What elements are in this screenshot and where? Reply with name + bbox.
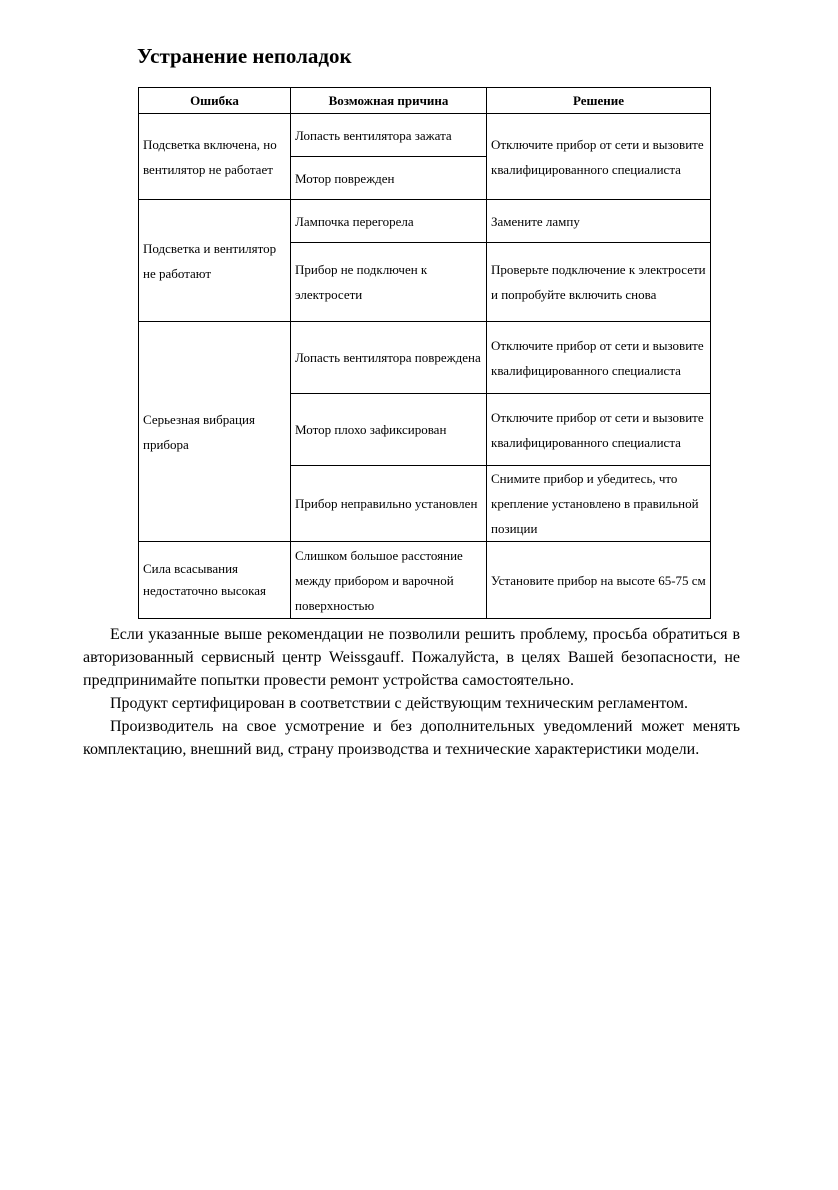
table-row <box>139 542 711 619</box>
paragraph-certification: Продукт сертифицирован в соответствии с действующим техническим регламентом. <box>110 695 688 712</box>
table-row <box>139 200 711 243</box>
error-cell: Серьезная вибрация прибора <box>139 322 291 542</box>
cause-cell: Лопасть вентилятора повреждена <box>291 322 487 394</box>
solution-cell: Установите прибор на высоте 65-75 см <box>487 542 711 619</box>
header-cause: Возможная причина <box>291 88 487 114</box>
cause-cell: Слишком большое расстояние между прибором и варочной поверхностью <box>291 542 487 619</box>
body-text <box>83 623 740 761</box>
solution-cell: Отключите прибор от сети и вызовите квалифицированного специалиста <box>487 322 711 394</box>
error-cell: Подсветка и вентилятор не работают <box>139 200 291 322</box>
solution-cell: Отключите прибор от сети и вызовите квалифицированного специалиста <box>487 114 711 200</box>
table-row <box>139 114 711 157</box>
cause-cell: Мотор плохо зафиксирован <box>291 394 487 466</box>
cause-cell: Лампочка перегорела <box>291 200 487 243</box>
cause-cell: Лопасть вентилятора зажата <box>291 114 487 157</box>
page-title: Устранение неполадок <box>137 44 352 68</box>
solution-cell: Снимите прибор и убедитесь, что крепление установлено в правильной позиции <box>487 466 711 542</box>
paragraph-manufacturer: Производитель на свое усмотрение и без дополнительных уведомлений может менять комплектацию, внешний вид, страну производства и технические характеристики модели. <box>83 718 740 758</box>
solution-cell: Отключите прибор от сети и вызовите квалифицированного специалиста <box>487 394 711 466</box>
error-cell: Подсветка включена, но вентилятор не работает <box>139 114 291 200</box>
solution-cell: Проверьте подключение к электросети и попробуйте включить снова <box>487 243 711 322</box>
table-header-row <box>139 88 711 114</box>
cause-cell: Прибор неправильно установлен <box>291 466 487 542</box>
solution-cell: Замените лампу <box>487 200 711 243</box>
header-error: Ошибка <box>139 88 291 114</box>
header-solution: Решение <box>487 88 711 114</box>
paragraph-service: Если указанные выше рекомендации не позволили решить проблему, просьба обратиться в авторизованный сервисный центр Weissgauff. Пожалуйста, в целях Вашей безопасности, не предпринимайте попытки провести ремонт устройства самостоятельно. <box>83 626 740 689</box>
error-cell: Сила всасывания недостаточно высокая <box>139 542 291 619</box>
cause-cell: Прибор не подключен к электросети <box>291 243 487 322</box>
troubleshooting-table <box>138 87 711 619</box>
table-row <box>139 322 711 394</box>
cause-cell: Мотор поврежден <box>291 157 487 200</box>
